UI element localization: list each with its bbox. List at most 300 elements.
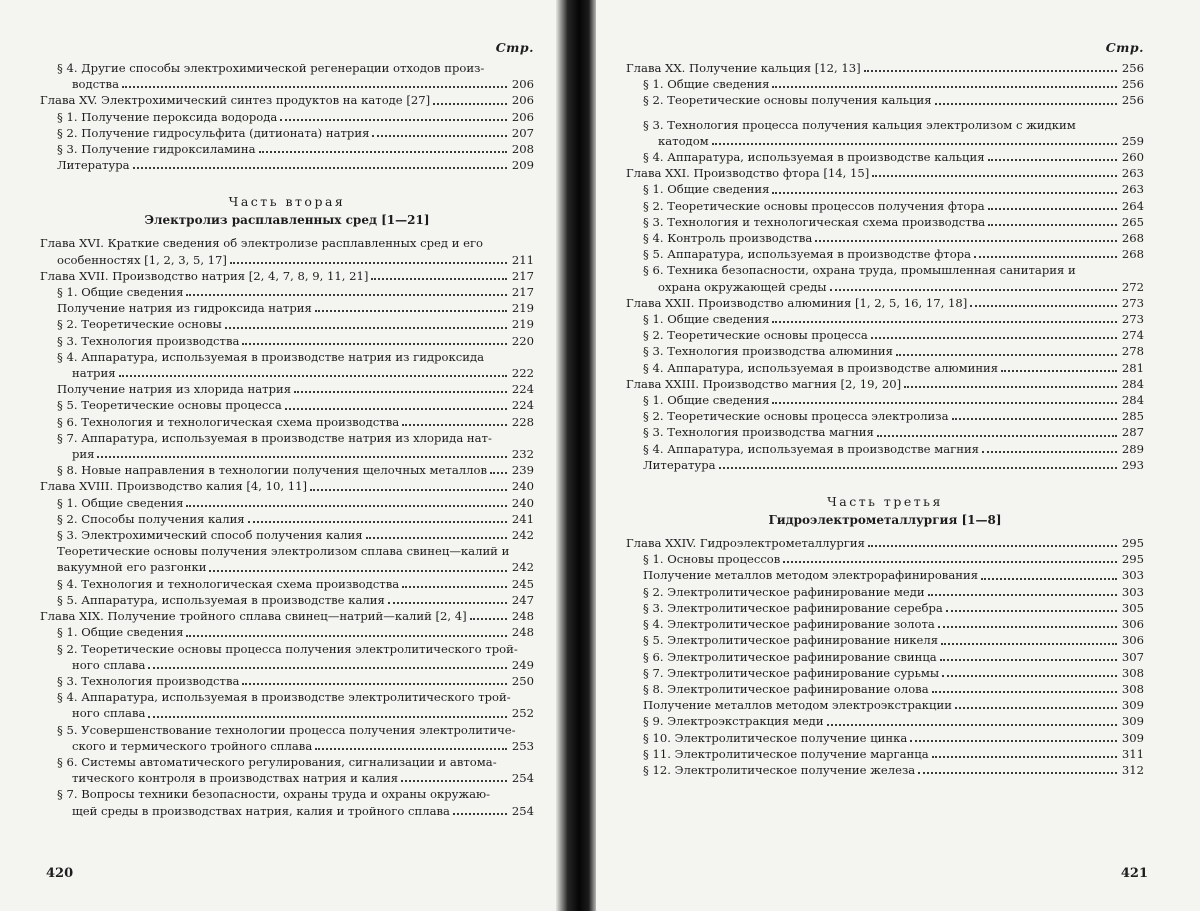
toc-entry-page: 264 (1121, 198, 1144, 213)
toc-entry-title: § 6. Технология и технологическая схема производства (57, 414, 400, 429)
toc-entry (40, 446, 534, 462)
dot-leader (946, 610, 1117, 612)
toc-entry-page: 289 (1121, 441, 1144, 456)
toc-entry (626, 681, 1144, 697)
toc-entry-title: Глава XXIV. Гидроэлектрометаллургия (626, 536, 865, 551)
toc-entry-page: 250 (511, 673, 534, 688)
toc-entry-page: 311 (1121, 746, 1144, 761)
toc-entry (626, 762, 1144, 778)
toc-entry-page: 253 (511, 738, 534, 753)
toc-entry-page: 312 (1121, 762, 1144, 777)
toc-entry-page: 273 (1121, 312, 1144, 327)
toc-entry-page: 263 (1121, 166, 1144, 181)
dot-leader (928, 594, 1117, 596)
dot-leader (772, 321, 1117, 323)
dot-leader (988, 208, 1117, 210)
toc-entry-page: 211 (511, 252, 534, 267)
toc-entry (40, 252, 534, 268)
toc-entry (40, 641, 534, 657)
toc-entry (40, 657, 534, 673)
dot-leader (119, 375, 507, 377)
toc-entry-page: 224 (511, 382, 534, 397)
toc-entry (626, 295, 1144, 311)
toc-entry (40, 235, 534, 251)
toc-entry-title: § 5. Теоретические основы процесса (57, 398, 282, 413)
toc-entry (626, 230, 1144, 246)
toc-entry-title: § 5. Аппаратура, используемая в производстве калия (57, 592, 385, 607)
toc-entry (40, 316, 534, 332)
toc-entry-title: § 4. Аппаратура, используемая в производстве алюминия (643, 360, 999, 375)
dot-leader (402, 586, 507, 588)
toc-entry (626, 246, 1144, 262)
toc-entry-title: § 4. Технология и технологическая схема производства (57, 576, 400, 591)
dot-leader (315, 310, 507, 312)
toc-entry (626, 92, 1144, 108)
toc-entry-title: Глава XVI. Краткие сведения об электролизе расплавленных сред и его (40, 236, 484, 251)
toc-entry-title: § 3. Технология и технологическая схема производства (643, 214, 986, 229)
dot-leader (372, 135, 507, 137)
toc-entry-page: 217 (511, 285, 534, 300)
dot-leader (904, 386, 1117, 388)
dot-leader (827, 724, 1117, 726)
dot-leader (871, 337, 1117, 339)
dot-leader (830, 289, 1117, 291)
right-page (596, 0, 1200, 911)
dot-leader (490, 472, 507, 474)
toc-entry-page: 268 (1121, 247, 1144, 262)
toc-entry-page: 207 (511, 125, 534, 140)
toc-entry-title: § 3. Технология процесса получения кальция электролизом с жидким (643, 117, 1076, 132)
toc-entry-page: 268 (1121, 231, 1144, 246)
toc-entry-title: Получение натрия из хлорида натрия (57, 382, 292, 397)
toc-entry (626, 616, 1144, 632)
toc-entry-page: 259 (1121, 133, 1144, 148)
dot-leader (401, 780, 507, 782)
toc-entry-page: 208 (511, 142, 534, 157)
toc-entry-title: ского и термического тройного сплава (72, 738, 313, 753)
toc-entry-title: § 5. Электролитическое рафинирование никеля (643, 633, 939, 648)
dot-leader (402, 424, 507, 426)
toc-entry-title: § 8. Новые направления в технологии получения щелочных металлов (57, 463, 487, 478)
dot-leader (242, 683, 507, 685)
dot-leader (772, 402, 1117, 404)
toc-entry-page: 256 (1121, 93, 1144, 108)
toc-entry-title: Теоретические основы получения электролизом сплава свинец—калий и (57, 544, 510, 559)
toc-entry (626, 327, 1144, 343)
toc-entry-page: 206 (511, 77, 534, 92)
dot-leader (310, 489, 507, 491)
toc-entry-title: § 8. Электролитическое рафинирование олова (643, 681, 929, 696)
toc-entry (626, 360, 1144, 376)
toc-entry-title: § 1. Общие сведения (57, 495, 184, 510)
toc-entry-title: § 11. Электролитическое получение марганца (643, 746, 929, 761)
toc-entry-title: § 7. Электролитическое рафинирование сурьмы (643, 665, 940, 680)
toc-entry (626, 343, 1144, 359)
toc-entry-page: 239 (511, 463, 534, 478)
toc-entry-title: § 2. Теоретические основы получения кальция (643, 93, 932, 108)
toc-entry-page: 248 (511, 609, 534, 624)
toc-entry-page: 224 (511, 398, 534, 413)
toc-entry-title: ного сплава (72, 657, 146, 672)
dot-leader (470, 618, 507, 620)
toc-entry-page: 206 (511, 109, 534, 124)
toc-entry-title: рия (72, 447, 95, 462)
dot-leader (148, 667, 507, 669)
toc-entry (626, 165, 1144, 181)
toc-entry (626, 214, 1144, 230)
dot-leader (366, 537, 507, 539)
toc-entry-page: 254 (511, 803, 534, 818)
toc-entry-title: § 2. Электролитическое рафинирование меди (643, 584, 925, 599)
toc-entry-page: 228 (511, 414, 534, 429)
toc-entry-page: 305 (1121, 600, 1144, 615)
toc-entry (40, 689, 534, 705)
toc-entry-page: 273 (1121, 295, 1144, 310)
toc-entry (40, 381, 534, 397)
toc-entry-title: § 7. Аппаратура, используемая в производстве натрия из хлорида нат- (57, 430, 492, 445)
dot-leader (868, 545, 1117, 547)
toc-entry-page: 309 (1121, 698, 1144, 713)
toc-entry-title: § 1. Основы процессов (643, 552, 781, 567)
toc-entry (626, 311, 1144, 327)
toc-entry (40, 705, 534, 721)
dot-leader (1001, 370, 1117, 372)
dot-leader (97, 456, 507, 458)
toc-entry-title: § 3. Технология производства алюминия (643, 344, 893, 359)
toc-entry (626, 697, 1144, 713)
dot-leader (815, 240, 1117, 242)
toc-entry (626, 600, 1144, 616)
dot-leader (772, 86, 1117, 88)
toc-entry (40, 300, 534, 316)
toc-entry-title: катодом (658, 133, 709, 148)
toc-entry-title: § 2. Способы получения калия (57, 511, 245, 526)
toc-entry (40, 92, 534, 108)
toc-entry-title: § 3. Технология производства магния (643, 425, 874, 440)
toc-entry-page: 287 (1121, 425, 1144, 440)
toc-entry-title: § 4. Аппаратура, используемая в производстве магния (643, 441, 979, 456)
toc-entry-page: 232 (511, 447, 534, 462)
toc-entry-title: § 1. Получение пероксида водорода (57, 109, 278, 124)
left-page (0, 0, 560, 911)
toc-entry (626, 76, 1144, 92)
dot-leader (186, 505, 507, 507)
toc-entry (626, 457, 1144, 473)
toc-entry-title: Глава XVII. Производство натрия [2, 4, 7, 8, 9, 11, 21] (40, 268, 369, 283)
toc-entry-page: 222 (511, 366, 534, 381)
dot-leader (932, 691, 1117, 693)
toc-entry (40, 576, 534, 592)
toc-entry-page: 242 (511, 528, 534, 543)
dot-leader (230, 262, 507, 264)
toc-entry (40, 803, 534, 819)
toc-entry-page: 263 (1121, 182, 1144, 197)
dot-leader (148, 716, 507, 718)
toc-entry (626, 746, 1144, 762)
toc-entry (40, 109, 534, 125)
toc-entry-title: Получение металлов методом электроэкстракции (643, 698, 952, 713)
toc-entry (40, 478, 534, 494)
toc-entry (40, 414, 534, 430)
toc-entry (626, 262, 1144, 278)
toc-entry (40, 397, 534, 413)
dot-leader (719, 467, 1117, 469)
toc-list-right-bottom (626, 535, 1144, 778)
toc-entry-page: 303 (1121, 568, 1144, 583)
dot-leader (864, 70, 1117, 72)
toc-entry-title: § 3. Электрохимический способ получения калия (57, 528, 363, 543)
toc-entry-page: 256 (1121, 77, 1144, 92)
dot-leader (225, 327, 507, 329)
toc-entry-page: 254 (511, 771, 534, 786)
toc-entry-page: 308 (1121, 665, 1144, 680)
dot-leader (932, 756, 1117, 758)
part-title: Часть вторая (228, 194, 346, 210)
toc-entry-title: § 2. Теоретические основы процесса (643, 328, 868, 343)
page-header-str: Стр. (1105, 40, 1144, 55)
toc-entry-title: § 1. Общие сведения (643, 312, 770, 327)
toc-entry (40, 786, 534, 802)
toc-entry (626, 535, 1144, 551)
toc-entry-title: § 2. Теоретические основы (57, 317, 222, 332)
toc-entry (626, 665, 1144, 681)
dot-leader (877, 435, 1117, 437)
toc-entry (626, 279, 1144, 295)
dot-leader (938, 626, 1117, 628)
section-title: Гидроэлектрометаллургия [1—8] (768, 513, 1002, 528)
page-number: 420 (46, 866, 74, 881)
toc-entry (40, 60, 534, 76)
toc-entry-title: § 4. Аппаратура, используемая в производстве кальция (643, 150, 985, 165)
toc-entry-title: § 6. Системы автоматического регулирования, сигнализации и автома- (57, 754, 497, 769)
toc-entry-title: § 3. Технология производства (57, 333, 240, 348)
toc-entry (40, 559, 534, 575)
dot-leader (248, 521, 507, 523)
toc-entry (40, 511, 534, 527)
toc-entry (40, 543, 534, 559)
toc-entry (40, 495, 534, 511)
toc-entry-page: 206 (511, 93, 534, 108)
dot-leader (371, 278, 507, 280)
toc-entry-title: § 1. Общие сведения (643, 393, 770, 408)
toc-entry (626, 730, 1144, 746)
toc-entry (626, 713, 1144, 729)
toc-entry-title: Глава XXI. Производство фтора [14, 15] (626, 166, 870, 181)
dot-leader (974, 256, 1117, 258)
toc-entry-title: § 5. Усовершенствование технологии процесса получения электролитиче- (57, 722, 516, 737)
toc-entry (626, 117, 1144, 133)
toc-entry-title: § 1. Общие сведения (643, 182, 770, 197)
toc-entry-page: 240 (511, 479, 534, 494)
dot-leader (935, 103, 1117, 105)
toc-entry (626, 149, 1144, 165)
dot-leader (433, 103, 507, 105)
toc-entry-title: Получение натрия из гидроксида натрия (57, 301, 312, 316)
toc-list-right-top (626, 60, 1144, 473)
toc-entry-title: Литература (643, 457, 716, 472)
toc-entry-title: § 2. Получение гидросульфита (дитионата) натрия (57, 125, 370, 140)
toc-entry-title: § 4. Другие способы электрохимической регенерации отходов произ- (57, 61, 485, 75)
toc-entry-page: 306 (1121, 633, 1144, 648)
toc-entry (626, 181, 1144, 197)
page-header-str: Стр. (495, 40, 534, 55)
toc-entry-title: § 2. Теоретические основы процесса получения электролитического трой- (57, 641, 518, 656)
dot-leader (186, 635, 507, 637)
dot-leader (388, 602, 507, 604)
toc-entry-title: § 2. Теоретические основы процесса электролиза (643, 409, 949, 424)
toc-entry (40, 430, 534, 446)
dot-leader (955, 707, 1117, 709)
toc-entry-title: Глава XV. Электрохимический синтез продуктов на катоде [27] (40, 93, 431, 108)
toc-spacer (626, 109, 1144, 117)
toc-entry (626, 376, 1144, 392)
dot-leader (981, 578, 1117, 580)
toc-entry (40, 268, 534, 284)
dot-leader (122, 86, 507, 88)
toc-entry-title: водства (72, 77, 119, 92)
toc-entry (40, 608, 534, 624)
toc-entry-title: § 5. Аппаратура, используемая в производстве фтора (643, 247, 972, 262)
toc-entry-page: 295 (1121, 552, 1144, 567)
toc-entry (40, 754, 534, 770)
toc-entry-title: § 4. Аппаратура, используемая в производстве электролитического трой- (57, 690, 511, 705)
toc-entry (40, 76, 534, 92)
dot-leader (259, 151, 507, 153)
toc-entry-page: 284 (1121, 376, 1144, 391)
toc-entry-title: ного сплава (72, 706, 146, 721)
toc-entry-title: § 6. Электролитическое рафинирование свинца (643, 649, 937, 664)
toc-list-left-top (40, 60, 534, 173)
toc-entry (40, 125, 534, 141)
toc-entry-page: 272 (1121, 279, 1144, 294)
dot-leader (988, 224, 1117, 226)
toc-list-left-bottom (40, 235, 534, 818)
dot-leader (280, 119, 507, 121)
toc-entry-title: § 12. Электролитическое получение железа (643, 762, 916, 777)
toc-entry-title: § 10. Электролитическое получение цинка (643, 730, 908, 745)
toc-entry (626, 424, 1144, 440)
toc-entry-title: охрана окружающей среды (658, 279, 827, 294)
toc-entry-title: § 9. Электроэкстракция меди (643, 714, 824, 729)
toc-entry-page: 281 (1121, 360, 1144, 375)
dot-leader (186, 294, 507, 296)
toc-entry-page: 265 (1121, 214, 1144, 229)
toc-entry-title: Глава XX. Получение кальция [12, 13] (626, 61, 861, 75)
toc-entry-page: 260 (1121, 150, 1144, 165)
toc-entry-title: § 6. Техника безопасности, охрана труда, промышленная санитария и (643, 263, 1076, 278)
toc-entry (626, 408, 1144, 424)
toc-entry (40, 157, 534, 173)
toc-entry-page: 241 (511, 511, 534, 526)
toc-entry-page: 309 (1121, 730, 1144, 745)
toc-entry-page: 220 (511, 333, 534, 348)
dot-leader (918, 772, 1117, 774)
toc-entry (40, 738, 534, 754)
dot-leader (942, 675, 1117, 677)
toc-entry-title: § 1. Общие сведения (57, 285, 184, 300)
toc-entry (40, 722, 534, 738)
toc-entry-page: 308 (1121, 681, 1144, 696)
dot-leader (872, 175, 1117, 177)
dot-leader (453, 813, 507, 815)
toc-entry-title: § 7. Вопросы техники безопасности, охраны труда и охраны окружаю- (57, 787, 491, 802)
toc-entry (626, 198, 1144, 214)
toc-entry-page: 252 (511, 706, 534, 721)
toc-entry-title: § 3. Технология производства (57, 673, 240, 688)
toc-entry-page: 293 (1121, 457, 1144, 472)
toc-entry-page: 274 (1121, 328, 1144, 343)
toc-entry-title: Глава XXIII. Производство магния [2, 19, 20] (626, 376, 902, 391)
dot-leader (783, 561, 1117, 563)
toc-entry (40, 462, 534, 478)
toc-entry-page: 309 (1121, 714, 1144, 729)
dot-leader (242, 343, 507, 345)
toc-entry-page: 245 (511, 576, 534, 591)
dot-leader (209, 570, 507, 572)
dot-leader (315, 748, 507, 750)
toc-entry (626, 632, 1144, 648)
toc-entry-page: 247 (511, 592, 534, 607)
toc-entry-title: щей среды в производствах натрия, калия и тройного сплава (72, 803, 450, 818)
toc-entry-title: § 1. Общие сведения (57, 625, 184, 640)
toc-entry-page: 295 (1121, 536, 1144, 551)
toc-entry (40, 673, 534, 689)
toc-entry (626, 551, 1144, 567)
toc-entry-title: Глава XVIII. Производство калия [4, 10, 11] (40, 479, 308, 494)
dot-leader (285, 408, 507, 410)
dot-leader (910, 740, 1117, 742)
dot-leader (133, 167, 507, 169)
toc-entry (40, 141, 534, 157)
toc-entry-title: Литература (57, 158, 130, 173)
toc-entry-title: вакуумной его разгонки (57, 560, 207, 575)
toc-entry (40, 527, 534, 543)
toc-entry-page: 219 (511, 317, 534, 332)
toc-entry (626, 584, 1144, 600)
toc-entry-title: особенностях [1, 2, 3, 5, 17] (57, 252, 227, 267)
toc-entry-title: § 1. Общие сведения (643, 77, 770, 92)
toc-entry (40, 333, 534, 349)
toc-entry (40, 624, 534, 640)
toc-entry-title: натрия (72, 366, 116, 381)
toc-entry-title: § 4. Электролитическое рафинирование золота (643, 617, 935, 632)
toc-entry-title: Глава XXII. Производство алюминия [1, 2, 5, 16, 17, 18] (626, 295, 968, 310)
dot-leader (952, 418, 1117, 420)
dot-leader (294, 391, 507, 393)
dot-leader (988, 159, 1117, 161)
toc-entry-page: 249 (511, 657, 534, 672)
toc-entry-page: 209 (511, 158, 534, 173)
toc-entry (40, 770, 534, 786)
dot-leader (940, 659, 1117, 661)
toc-entry-title: § 4. Контроль производства (643, 231, 813, 246)
toc-entry-page: 248 (511, 625, 534, 640)
section-title: Электролиз расплавленных сред [1—21] (144, 213, 430, 228)
toc-entry (626, 133, 1144, 149)
dot-leader (982, 451, 1117, 453)
toc-entry-page: 217 (511, 268, 534, 283)
toc-entry (40, 284, 534, 300)
toc-entry (40, 349, 534, 365)
toc-entry-title: § 3. Электролитическое рафинирование серебра (643, 600, 943, 615)
dot-leader (712, 143, 1117, 145)
toc-entry-page: 285 (1121, 409, 1144, 424)
toc-entry (626, 392, 1144, 408)
dot-leader (772, 192, 1117, 194)
toc-entry-title: § 2. Теоретические основы процессов получения фтора (643, 198, 985, 213)
toc-entry-page: 284 (1121, 393, 1144, 408)
part-title: Часть третья (827, 494, 943, 510)
